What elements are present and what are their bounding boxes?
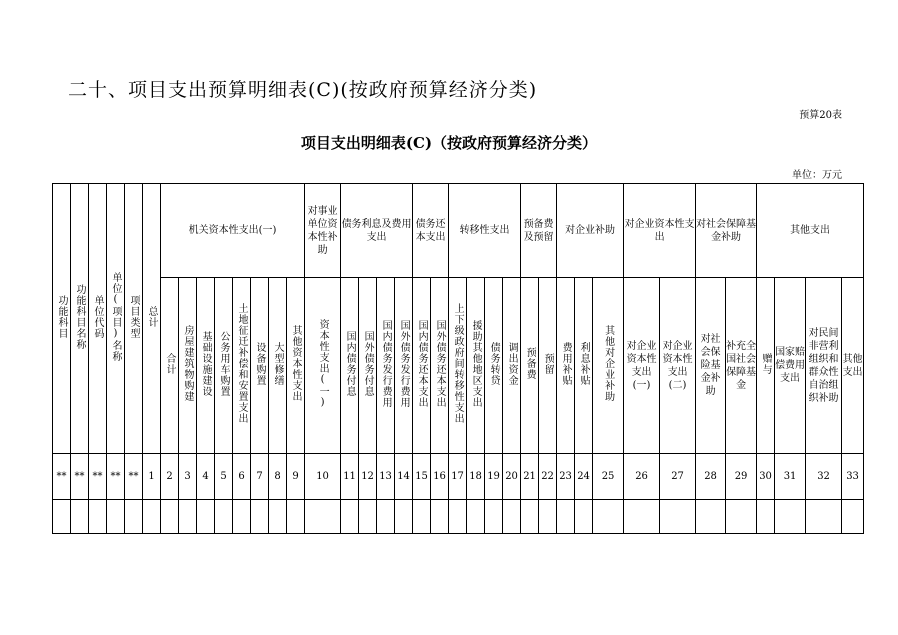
- sub-header: 调出资金: [503, 278, 521, 454]
- empty-cell: [557, 500, 575, 534]
- empty-cell: [775, 500, 806, 534]
- budget-table: [52, 183, 864, 534]
- empty-cell: [71, 500, 89, 534]
- sub-header: 房屋建筑物购建: [179, 278, 197, 454]
- empty-cell: [485, 500, 503, 534]
- group-header: 债务还本支出: [413, 184, 449, 278]
- table-number: 预算20表: [799, 110, 842, 121]
- index-cell: 16: [431, 454, 449, 500]
- empty-cell: [575, 500, 593, 534]
- header-cell: 单位代码: [89, 184, 107, 454]
- empty-cell: [359, 500, 377, 534]
- index-cell: 10: [305, 454, 341, 500]
- sub-header: 国内债务付息: [341, 278, 359, 454]
- index-cell: 18: [467, 454, 485, 500]
- sub-header: 债务转贷: [485, 278, 503, 454]
- empty-cell: [395, 500, 413, 534]
- index-cell: 3: [179, 454, 197, 500]
- header-cell: 功能科目名称: [71, 184, 89, 454]
- sub-header: 上下级政府间转移性支出: [449, 278, 467, 454]
- empty-cell: [696, 500, 726, 534]
- index-cell: 2: [161, 454, 179, 500]
- index-cell: 22: [539, 454, 557, 500]
- group-header: 债务利息及费用支出: [341, 184, 413, 278]
- group-header: 对社会保障基金补助: [696, 184, 757, 278]
- sub-header: 对社会保险基金补助: [696, 278, 726, 454]
- sub-header: 援助其他地区支出: [467, 278, 485, 454]
- empty-cell: [233, 500, 251, 534]
- sub-header: 资本性支出(一): [305, 278, 341, 454]
- table-title: 项目支出明细表(C)（按政府预算经济分类）: [300, 134, 598, 152]
- index-cell: 8: [269, 454, 287, 500]
- group-header-row: [53, 184, 864, 278]
- empty-data-row: [53, 500, 864, 534]
- empty-cell: [125, 500, 143, 534]
- sub-header: 对企业资本性支出(二): [660, 278, 696, 454]
- group-header: 其他支出: [757, 184, 864, 278]
- index-cell: 27: [660, 454, 696, 500]
- group-header: 机关资本性支出(一): [161, 184, 305, 278]
- sub-header: 合计: [161, 278, 179, 454]
- empty-cell: [377, 500, 395, 534]
- group-header: 对企业补助: [557, 184, 624, 278]
- group-header: 对事业单位资本性补助: [305, 184, 341, 278]
- empty-cell: [143, 500, 161, 534]
- index-cell: 7: [251, 454, 269, 500]
- sub-header: 国内债务还本支出: [413, 278, 431, 454]
- empty-cell: [161, 500, 179, 534]
- index-cell: 28: [696, 454, 726, 500]
- index-row: [53, 454, 864, 500]
- sub-header: 基础设施建设: [197, 278, 215, 454]
- empty-cell: [539, 500, 557, 534]
- header-cell: 功能科目: [53, 184, 71, 454]
- index-cell: 6: [233, 454, 251, 500]
- sub-header: 土地征迁补偿和安置支出: [233, 278, 251, 454]
- group-header: 转移性支出: [449, 184, 521, 278]
- empty-cell: [726, 500, 757, 534]
- sub-header: 预备费: [521, 278, 539, 454]
- header-cell: 总计: [143, 184, 161, 454]
- empty-cell: [287, 500, 305, 534]
- header-cell: 单位(项目)名称: [107, 184, 125, 454]
- empty-cell: [269, 500, 287, 534]
- sub-header: 国外债务发行费用: [395, 278, 413, 454]
- index-cell: 20: [503, 454, 521, 500]
- unit-label: 单位：万元: [792, 170, 842, 181]
- index-cell: 31: [775, 454, 806, 500]
- index-cell: **: [107, 454, 125, 500]
- empty-cell: [215, 500, 233, 534]
- index-cell: 32: [806, 454, 842, 500]
- empty-cell: [305, 500, 341, 534]
- empty-cell: [660, 500, 696, 534]
- empty-cell: [806, 500, 842, 534]
- index-cell: 24: [575, 454, 593, 500]
- empty-cell: [341, 500, 359, 534]
- index-cell: 23: [557, 454, 575, 500]
- sub-header: 国内债务发行费用: [377, 278, 395, 454]
- group-header: 对企业资本性支出: [624, 184, 696, 278]
- sub-header: 其他支出: [842, 278, 864, 454]
- sub-header: 国外债务付息: [359, 278, 377, 454]
- sub-header: 大型修缮: [269, 278, 287, 454]
- empty-cell: [107, 500, 125, 534]
- index-cell: 19: [485, 454, 503, 500]
- empty-cell: [53, 500, 71, 534]
- sub-header: 国外债务还本支出: [431, 278, 449, 454]
- index-cell: 13: [377, 454, 395, 500]
- empty-cell: [431, 500, 449, 534]
- index-cell: 21: [521, 454, 539, 500]
- empty-cell: [467, 500, 485, 534]
- empty-cell: [413, 500, 431, 534]
- sub-header: 其他资本性支出: [287, 278, 305, 454]
- sub-header: 对企业资本性支出(一): [624, 278, 660, 454]
- index-cell: 26: [624, 454, 660, 500]
- empty-cell: [842, 500, 864, 534]
- index-cell: 5: [215, 454, 233, 500]
- sub-header-row: [53, 278, 864, 454]
- index-cell: 4: [197, 454, 215, 500]
- index-cell: **: [89, 454, 107, 500]
- sub-header: 补充全国社会保障基金: [726, 278, 757, 454]
- index-cell: 25: [593, 454, 624, 500]
- empty-cell: [251, 500, 269, 534]
- header-cell: 项目类型: [125, 184, 143, 454]
- page-heading: 二十、项目支出预算明细表(C)(按政府预算经济分类): [68, 79, 538, 101]
- index-cell: 11: [341, 454, 359, 500]
- index-cell: 1: [143, 454, 161, 500]
- sub-header: 公务用车购置: [215, 278, 233, 454]
- empty-cell: [624, 500, 660, 534]
- sub-header: 对民间非营利组织和群众性自治组织补助: [806, 278, 842, 454]
- empty-cell: [449, 500, 467, 534]
- empty-cell: [89, 500, 107, 534]
- sub-header: 赠与: [757, 278, 775, 454]
- index-cell: 9: [287, 454, 305, 500]
- empty-cell: [197, 500, 215, 534]
- sub-header: 费用补贴: [557, 278, 575, 454]
- index-cell: **: [125, 454, 143, 500]
- sub-header: 设备购置: [251, 278, 269, 454]
- empty-cell: [757, 500, 775, 534]
- sub-header: 其他对企业补助: [593, 278, 624, 454]
- group-header: 预备费及预留: [521, 184, 557, 278]
- empty-cell: [593, 500, 624, 534]
- sub-header: 预留: [539, 278, 557, 454]
- empty-cell: [503, 500, 521, 534]
- index-cell: 17: [449, 454, 467, 500]
- index-cell: **: [71, 454, 89, 500]
- sub-header: 国家赔偿费用支出: [775, 278, 806, 454]
- empty-cell: [179, 500, 197, 534]
- index-cell: 15: [413, 454, 431, 500]
- index-cell: 33: [842, 454, 864, 500]
- index-cell: 30: [757, 454, 775, 500]
- index-cell: 29: [726, 454, 757, 500]
- sub-header: 利息补贴: [575, 278, 593, 454]
- index-cell: **: [53, 454, 71, 500]
- index-cell: 12: [359, 454, 377, 500]
- empty-cell: [521, 500, 539, 534]
- index-cell: 14: [395, 454, 413, 500]
